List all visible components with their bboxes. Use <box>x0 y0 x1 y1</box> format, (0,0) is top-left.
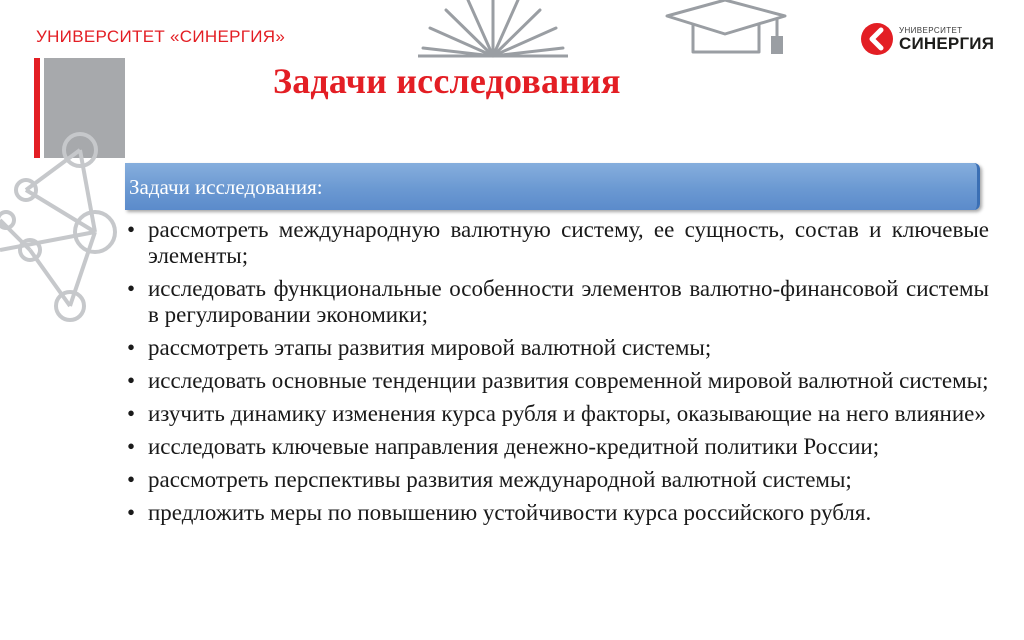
logo-text <box>899 27 994 52</box>
synergy-logo <box>860 22 994 56</box>
task-item: • рассмотреть международную валютную систему, ее сущность, состав и ключевые элементы; <box>127 217 989 269</box>
task-item: • предложить меры по повышению устойчивости курса российского рубля. <box>127 500 989 526</box>
sunburst-icon <box>418 0 568 58</box>
slide-title: Задачи исследования <box>273 61 621 101</box>
network-nodes-icon <box>0 110 130 325</box>
task-item: • изучить динамику изменения курса рубля и факторы, оказывающие на него влияние» <box>127 401 989 427</box>
graduation-cap-icon <box>665 0 795 60</box>
tasks-header-label: Задачи исследования: <box>129 175 323 199</box>
task-list <box>127 217 989 533</box>
task-item: • рассмотреть перспективы развития международной валютной системы; <box>127 467 989 493</box>
task-item: • рассмотреть этапы развития мировой валютной системы; <box>127 335 989 361</box>
task-item: • исследовать функциональные особенности элементов валютно-финансовой системы в регулировании экономики; <box>127 276 989 328</box>
synergy-chevron-icon <box>860 22 894 56</box>
task-item: • исследовать основные тенденции развития современной мировой валютной системы; <box>127 368 989 394</box>
logo-subtitle: УНИВЕРСИТЕТ <box>899 25 963 35</box>
brand-name-left: УНИВЕРСИТЕТ «СИНЕРГИЯ» <box>36 27 286 46</box>
task-item: • исследовать ключевые направления денежно-кредитной политики России; <box>127 434 989 460</box>
logo-name: СИНЕРГИЯ <box>899 33 995 53</box>
tasks-header-box <box>125 163 980 210</box>
